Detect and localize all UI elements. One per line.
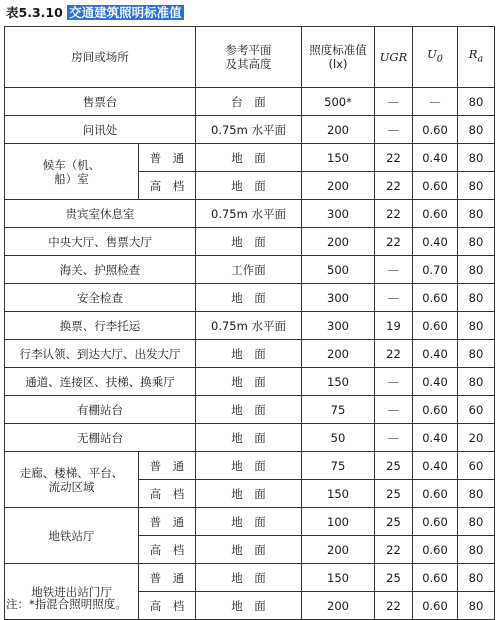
cell-ugr: — (375, 368, 413, 396)
cell-lux: 50 (302, 424, 375, 452)
cell-lux: 300 (302, 200, 375, 228)
table-title-text: 交通建筑照明标准值 (69, 5, 182, 20)
cell-plane: 地 面 (196, 508, 302, 536)
cell-ugr: — (375, 424, 413, 452)
cell-lux: 500* (302, 88, 375, 116)
cell-u0: 0.60 (413, 592, 458, 620)
cell-ugr: — (375, 88, 413, 116)
cell-room (5, 452, 139, 508)
header-room: 房间或场所 (5, 27, 196, 88)
cell-lux: 100 (302, 508, 375, 536)
header-u0-subscript: 0 (436, 53, 443, 65)
cell-ugr: 22 (375, 592, 413, 620)
cell-ra: 80 (458, 368, 495, 396)
header-lux-line2: (lx) (328, 57, 348, 71)
cell-plane: 工作面 (196, 256, 302, 284)
cell-u0: 0.40 (413, 452, 458, 480)
cell-grade: 高 档 (139, 172, 196, 200)
cell-ugr: 25 (375, 564, 413, 592)
table-row (5, 144, 495, 172)
cell-u0: 0.60 (413, 200, 458, 228)
cell-lux: 150 (302, 368, 375, 396)
cell-room: 有棚站台 (5, 396, 196, 424)
cell-u0: 0.60 (413, 508, 458, 536)
cell-ugr: 22 (375, 228, 413, 256)
cell-plane: 地 面 (196, 172, 302, 200)
cell-grade: 普 通 (139, 452, 196, 480)
cell-room-line1: 走廊、楼梯、平台、 (19, 465, 124, 480)
cell-ugr: 25 (375, 508, 413, 536)
cell-room: 通道、连接区、扶梯、换乘厅 (5, 368, 196, 396)
cell-room: 无棚站台 (5, 424, 196, 452)
cell-plane: 地 面 (196, 536, 302, 564)
cell-lux: 150 (302, 144, 375, 172)
cell-u0: 0.70 (413, 256, 458, 284)
cell-room: 安全检查 (5, 284, 196, 312)
cell-u0: 0.40 (413, 368, 458, 396)
table-row (5, 284, 495, 312)
cell-room: 地铁站厅 (5, 508, 139, 564)
cell-room: 海关、护照检查 (5, 256, 196, 284)
table-footnote: 注：*指混合照明照度。 (6, 597, 127, 611)
table-row (5, 452, 495, 480)
cell-plane: 地 面 (196, 396, 302, 424)
cell-u0: 0.40 (413, 144, 458, 172)
cell-u0: 0.40 (413, 424, 458, 452)
header-plane (196, 27, 302, 88)
cell-lux: 200 (302, 592, 375, 620)
cell-ra: 80 (458, 480, 495, 508)
cell-room-line2: 船）室 (54, 171, 89, 186)
cell-room: 贵宾室休息室 (5, 200, 196, 228)
cell-lux: 300 (302, 312, 375, 340)
cell-lux: 75 (302, 396, 375, 424)
cell-u0: 0.60 (413, 116, 458, 144)
cell-lux: 150 (302, 480, 375, 508)
header-plane-line2: 及其高度 (225, 57, 272, 71)
cell-ra: 80 (458, 144, 495, 172)
header-u0-symbol: U (427, 47, 437, 62)
header-ra-subscript: a (477, 53, 484, 65)
cell-grade: 高 档 (139, 536, 196, 564)
cell-ra: 80 (458, 284, 495, 312)
cell-lux: 300 (302, 284, 375, 312)
cell-room: 行李认领、到达大厅、出发大厅 (5, 340, 196, 368)
table-row (5, 424, 495, 452)
cell-plane: 台 面 (196, 88, 302, 116)
table-row (5, 256, 495, 284)
cell-grade: 高 档 (139, 592, 196, 620)
cell-plane: 地 面 (196, 340, 302, 368)
cell-plane: 0.75m 水平面 (196, 116, 302, 144)
cell-plane: 地 面 (196, 424, 302, 452)
cell-ugr: 22 (375, 144, 413, 172)
cell-grade: 高 档 (139, 480, 196, 508)
cell-u0: 0.60 (413, 312, 458, 340)
cell-u0: 0.60 (413, 564, 458, 592)
cell-ugr: 25 (375, 480, 413, 508)
cell-plane: 地 面 (196, 284, 302, 312)
cell-u0: 0.60 (413, 172, 458, 200)
cell-lux: 150 (302, 564, 375, 592)
cell-ra: 60 (458, 396, 495, 424)
cell-u0: 0.60 (413, 396, 458, 424)
cell-room-line1: 候车（机、 (42, 157, 101, 172)
table-row (5, 88, 495, 116)
table-row (5, 340, 495, 368)
header-u0 (413, 27, 458, 88)
cell-plane: 0.75m 水平面 (196, 200, 302, 228)
cell-u0: 0.60 (413, 536, 458, 564)
cell-ra: 60 (458, 452, 495, 480)
cell-ugr: 22 (375, 536, 413, 564)
cell-lux: 200 (302, 228, 375, 256)
cell-ugr: 22 (375, 172, 413, 200)
cell-plane: 地 面 (196, 368, 302, 396)
cell-ugr: — (375, 256, 413, 284)
cell-u0: — (413, 88, 458, 116)
cell-ra: 80 (458, 228, 495, 256)
cell-room: 中央大厅、售票大厅 (5, 228, 196, 256)
cell-lux: 200 (302, 536, 375, 564)
lighting-standard-table (4, 26, 495, 620)
cell-lux: 75 (302, 452, 375, 480)
cell-ra: 80 (458, 116, 495, 144)
cell-ra: 80 (458, 592, 495, 620)
table-row (5, 200, 495, 228)
cell-ugr: 22 (375, 340, 413, 368)
cell-ugr: — (375, 284, 413, 312)
cell-room: 地铁进出站门厅 (5, 564, 139, 620)
cell-u0: 0.60 (413, 284, 458, 312)
cell-room: 换票、行李托运 (5, 312, 196, 340)
cell-plane: 地 面 (196, 228, 302, 256)
cell-grade: 普 通 (139, 564, 196, 592)
header-lux (302, 27, 375, 88)
cell-plane: 地 面 (196, 480, 302, 508)
cell-u0: 0.40 (413, 340, 458, 368)
table-row (5, 396, 495, 424)
cell-u0: 0.40 (413, 228, 458, 256)
cell-plane: 地 面 (196, 564, 302, 592)
table-row (5, 228, 495, 256)
cell-room (5, 144, 139, 200)
cell-plane: 地 面 (196, 592, 302, 620)
table-title (6, 3, 184, 23)
cell-lux: 200 (302, 340, 375, 368)
cell-lux: 500 (302, 256, 375, 284)
header-plane-line1: 参考平面 (225, 43, 272, 57)
table-row (5, 312, 495, 340)
cell-ra: 20 (458, 424, 495, 452)
cell-ugr: — (375, 396, 413, 424)
cell-ugr: 19 (375, 312, 413, 340)
cell-room: 售票台 (5, 88, 196, 116)
cell-ra: 80 (458, 340, 495, 368)
cell-ra: 80 (458, 536, 495, 564)
cell-room: 问讯处 (5, 116, 196, 144)
table-row (5, 508, 495, 536)
cell-lux: 200 (302, 172, 375, 200)
cell-ra: 80 (458, 564, 495, 592)
cell-u0: 0.60 (413, 480, 458, 508)
cell-lux: 200 (302, 116, 375, 144)
cell-grade: 普 通 (139, 144, 196, 172)
cell-ugr: 22 (375, 200, 413, 228)
cell-ra: 80 (458, 256, 495, 284)
cell-ra: 80 (458, 88, 495, 116)
cell-ugr: 25 (375, 452, 413, 480)
cell-ra: 80 (458, 508, 495, 536)
table-row (5, 368, 495, 396)
cell-room-line2: 流动区域 (48, 479, 95, 494)
header-row (5, 27, 495, 88)
cell-plane: 地 面 (196, 144, 302, 172)
header-ra-symbol: R (468, 47, 478, 62)
cell-ugr: — (375, 116, 413, 144)
cell-ra: 80 (458, 312, 495, 340)
header-ra (458, 27, 495, 88)
cell-ra: 80 (458, 200, 495, 228)
cell-plane: 0.75m 水平面 (196, 312, 302, 340)
cell-grade: 普 通 (139, 508, 196, 536)
cell-ra: 80 (458, 172, 495, 200)
header-ugr: UGR (375, 27, 413, 88)
table-row (5, 116, 495, 144)
table-number: 表5.3.10 (6, 5, 63, 20)
header-lux-line1: 照度标准值 (309, 43, 367, 57)
cell-plane: 地 面 (196, 452, 302, 480)
table-row (5, 564, 495, 592)
